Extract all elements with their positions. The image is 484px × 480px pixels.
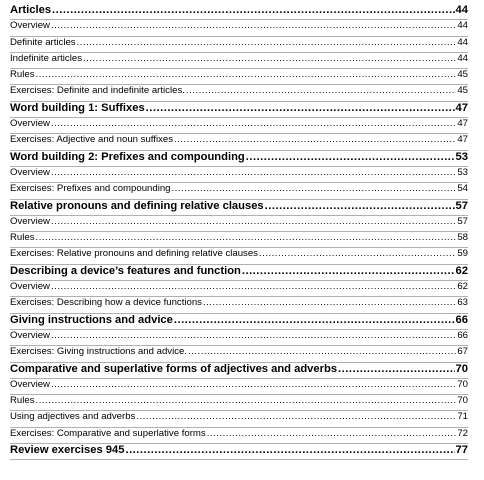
toc-page-number: 53 <box>455 150 468 163</box>
dot-leader <box>174 134 456 145</box>
toc-entry-title: Exercises: Giving instructions and advice. <box>10 346 188 358</box>
dot-leader <box>83 53 456 64</box>
toc-subentry[interactable] <box>10 69 468 85</box>
toc-page-number: 72 <box>457 427 468 439</box>
toc-page-number: 63 <box>457 297 468 309</box>
toc-entry-title: Exercises: Comparative and superlative forms <box>10 427 206 439</box>
dot-leader <box>265 200 455 212</box>
dot-leader <box>51 379 456 390</box>
toc-entry-title: Exercises: Prefixes and compounding <box>10 183 171 195</box>
toc-entry-title: Exercises: Describing how a device functions <box>10 297 202 309</box>
toc-page-number: 66 <box>457 329 468 341</box>
toc-page-number: 47 <box>457 118 468 130</box>
toc-section-entry[interactable] <box>10 444 468 460</box>
dot-leader <box>51 118 456 129</box>
dot-leader <box>259 248 456 259</box>
dot-leader <box>36 69 457 80</box>
toc-entry-title: Describing a device’s features and function <box>10 264 241 277</box>
dot-leader <box>51 330 456 341</box>
dot-leader <box>172 183 457 194</box>
toc-entry-title: Rules <box>10 395 35 407</box>
toc-subentry[interactable] <box>10 395 468 411</box>
toc-subentry[interactable] <box>10 134 468 150</box>
dot-leader <box>207 428 457 439</box>
toc-page-number: 57 <box>455 199 468 212</box>
toc-subentry[interactable] <box>10 248 468 264</box>
dot-leader <box>36 395 457 406</box>
toc-subentry[interactable] <box>10 232 468 248</box>
toc-page-number: 59 <box>457 248 468 260</box>
dot-leader <box>36 232 457 243</box>
toc-subentry[interactable] <box>10 167 468 183</box>
toc-section-entry[interactable] <box>10 265 468 281</box>
toc-entry-title: Overview <box>10 329 50 341</box>
toc-subentry[interactable] <box>10 37 468 53</box>
toc-section-entry[interactable] <box>10 200 468 216</box>
toc-page-number: 44 <box>457 52 468 64</box>
toc-subentry[interactable] <box>10 297 468 313</box>
toc-page-number: 47 <box>455 101 468 114</box>
toc-entry-title: Rules <box>10 69 35 81</box>
dot-leader <box>146 102 455 114</box>
dot-leader <box>77 37 457 48</box>
dot-leader <box>174 314 455 326</box>
toc-page-number: 47 <box>457 134 468 146</box>
toc-entry-title: Overview <box>10 281 50 293</box>
dot-leader <box>51 167 456 178</box>
dot-leader <box>246 151 455 163</box>
toc-page-number: 70 <box>455 362 468 375</box>
dot-leader <box>52 4 455 16</box>
toc-section-entry[interactable] <box>10 102 468 118</box>
dot-leader <box>51 20 456 31</box>
toc-page-number: 66 <box>455 313 468 326</box>
toc-entry-title: Exercises: Adjective and noun suffixes <box>10 134 174 146</box>
toc-subentry[interactable] <box>10 330 468 346</box>
toc-subentry[interactable] <box>10 118 468 134</box>
toc-subentry[interactable] <box>10 85 468 101</box>
toc-page-number: 44 <box>455 4 468 16</box>
toc-entry-title: Articles <box>10 4 52 16</box>
toc-entry-title: Overview <box>10 378 50 390</box>
table-of-contents <box>10 4 468 460</box>
toc-page-number: 44 <box>457 20 468 32</box>
toc-subentry[interactable] <box>10 379 468 395</box>
toc-entry-title: Overview <box>10 166 50 178</box>
toc-subentry[interactable] <box>10 281 468 297</box>
toc-page-number: 45 <box>457 69 468 81</box>
dot-leader <box>136 411 456 422</box>
toc-page-number: 70 <box>457 378 468 390</box>
dot-leader <box>125 444 454 456</box>
toc-entry-title: Overview <box>10 118 50 130</box>
dot-leader <box>51 216 456 227</box>
dot-leader <box>203 297 456 308</box>
toc-page-number: 44 <box>457 36 468 48</box>
dot-leader <box>51 281 456 292</box>
dot-leader <box>338 363 455 375</box>
toc-entry-title: Giving instructions and advice <box>10 313 173 326</box>
toc-section-entry[interactable] <box>10 151 468 167</box>
toc-entry-title: Using adjectives and adverbs <box>10 411 136 423</box>
toc-page-number: 45 <box>457 85 468 97</box>
toc-entry-title: Definite articles <box>10 36 76 48</box>
toc-subentry[interactable] <box>10 346 468 362</box>
dot-leader <box>188 346 456 357</box>
toc-entry-title: Indefinite articles <box>10 52 82 64</box>
toc-page-number: 54 <box>457 183 468 195</box>
dot-leader <box>242 265 455 277</box>
toc-page-number: 62 <box>457 281 468 293</box>
toc-page-number: 53 <box>457 166 468 178</box>
toc-entry-title: Word building 1: Suffixes <box>10 101 145 114</box>
toc-subentry[interactable] <box>10 411 468 427</box>
toc-entry-title: Overview <box>10 215 50 227</box>
toc-section-entry[interactable] <box>10 363 468 379</box>
toc-page-number: 57 <box>457 215 468 227</box>
toc-entry-title: Word building 2: Prefixes and compounding <box>10 150 245 163</box>
toc-entry-title: Relative pronouns and defining relative clauses <box>10 199 264 212</box>
toc-subentry[interactable] <box>10 20 468 36</box>
toc-subentry[interactable] <box>10 53 468 69</box>
toc-page-number: 70 <box>457 395 468 407</box>
dot-leader <box>186 85 456 96</box>
toc-entry-title: Exercises: Relative pronouns and defining relative clauses <box>10 248 258 260</box>
toc-entry-title: Exercises: Definite and indefinite articles. <box>10 85 185 97</box>
toc-page-number: 71 <box>457 411 468 423</box>
toc-page-number: 58 <box>457 232 468 244</box>
toc-entry-title: Overview <box>10 20 50 32</box>
toc-subentry[interactable] <box>10 428 468 444</box>
toc-entry-title: Review exercises 945 <box>10 444 125 457</box>
toc-page-number: 67 <box>457 346 468 358</box>
toc-page-number: 77 <box>455 444 468 457</box>
toc-entry-title: Rules <box>10 232 35 244</box>
toc-subentry[interactable] <box>10 216 468 232</box>
toc-section-entry[interactable] <box>10 314 468 330</box>
toc-entry-title: Comparative and superlative forms of adjectives and adverbs <box>10 362 338 375</box>
toc-section-entry[interactable] <box>10 4 468 20</box>
toc-page-number: 62 <box>455 264 468 277</box>
toc-subentry[interactable] <box>10 183 468 199</box>
